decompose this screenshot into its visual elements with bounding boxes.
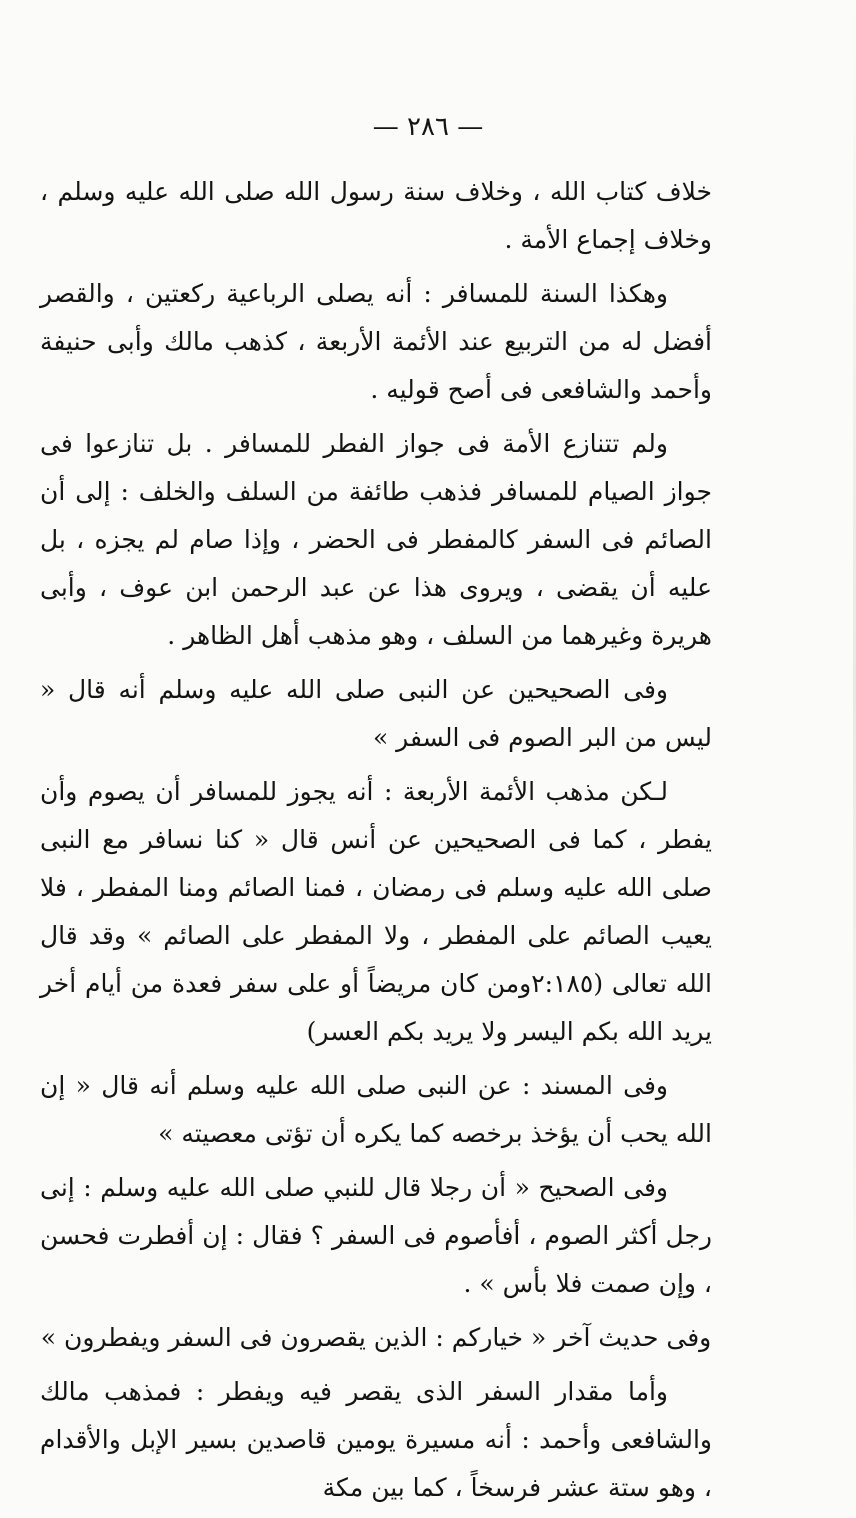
- paragraph-3: ولم تتنازع الأمة فى جواز الفطر للمسافر . بل تنازعوا فى جواز الصيام للمسافر فذهب طائفة من السلف والخلف : إلى أن الصائم فى السفر كالمفطر فى الحضر ، وإذا صام لم يجزه ، بل عليه أن يقضى ، ويروى هذا عن عبد الرحمن ابن عوف ، وأبى هريرة وغيرهما من السلف ، وهو مذهب أهل الظاهر .: [40, 429, 712, 650]
- paragraph-6: وفى المسند : عن النبى صلى الله عليه وسلم أنه قال « إن الله يحب أن يؤخذ برخصه كما يكره أن تؤتى معصيته »: [40, 1071, 712, 1148]
- paragraph-2: وهكذا السنة للمسافر : أنه يصلى الرباعية ركعتين ، والقصر أفضل له من التربيع عند الأئمة الأربعة ، كذهب مالك وأبى حنيفة وأحمد والشافعى فى أصح قوليه .: [40, 279, 712, 404]
- paragraph-7: وفى الصحيح « أن رجلا قال للنبي صلى الله عليه وسلم : إنى رجل أكثر الصوم ، أفأصوم فى السفر ؟ فقال : إن أفطرت فحسن ، وإن صمت فلا بأس » .: [40, 1173, 712, 1298]
- page-number: — ٢٨٦ —: [372, 112, 484, 142]
- paragraph-8: وفى حديث آخر « خياركم : الذين يقصرون فى السفر ويفطرون »: [40, 1323, 712, 1352]
- paragraph-5: لـكن مذهب الأئمة الأربعة : أنه يجوز للمسافر أن يصوم وأن يفطر ، كما فى الصحيحين عن أنس قال « كنا نسافر مع النبى صلى الله عليه وسلم فى رمضان ، فمنا الصائم ومنا المفطر ، فلا يعيب الصائم على المفطر ، ولا المفطر على الصائم » وقد قال الله تعالى (٢:١٨٥ومن كان مريضاً أو على سفر فعدة من أيام أخر يريد الله بكم اليسر ولا يريد بكم العسر): [40, 777, 712, 1046]
- paragraph-4: وفى الصحيحين عن النبى صلى الله عليه وسلم أنه قال « ليس من البر الصوم فى السفر »: [40, 675, 712, 752]
- paragraph-9: وأما مقدار السفر الذى يقصر فيه ويفطر : فمذهب مالك والشافعى وأحمد : أنه مسيرة يومين قاصدين بسير الإبل والأقدام ، وهو ستة عشر فرسخاً ، كما بين مكة: [40, 1377, 712, 1502]
- paragraph-1: خلاف كتاب الله ، وخلاف سنة رسول الله صلى الله عليه وسلم ، وخلاف إجماع الأمة .: [40, 177, 712, 254]
- page-text-body: [40, 168, 712, 1518]
